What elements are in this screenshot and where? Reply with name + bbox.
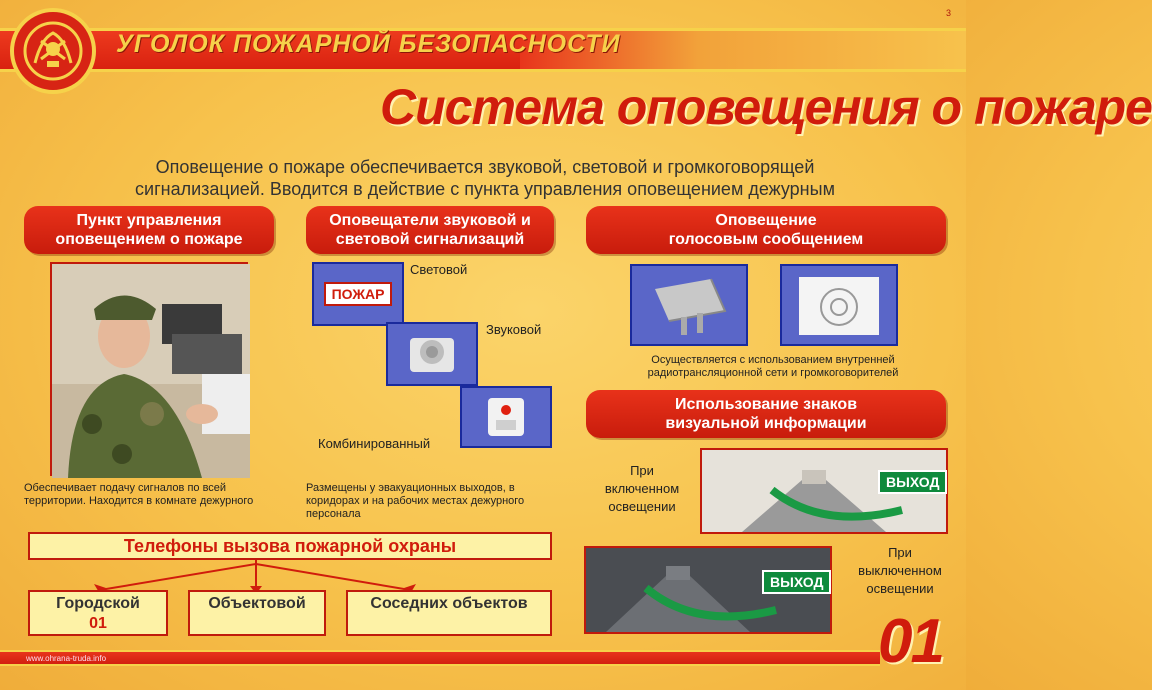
control-point-heading: Пункт управления оповещением о пожаре — [24, 206, 274, 254]
footer-band — [0, 650, 880, 666]
big-number: 01 — [878, 607, 943, 676]
intro-text: Оповещение о пожаре обеспечивается звуковой, световой и громкоговорящей сигнализацией. Вводится в действие с пункта управления оповещением дежурным — [135, 157, 835, 199]
voice-caption: Осуществляется с использованием внутренней радиотрансляционной сети и громкоговорителей — [647, 354, 899, 379]
visual-signs-heading: Использование знаков визуальной информации — [586, 390, 946, 438]
sound-annunciator-card — [386, 322, 478, 386]
wall-speaker-card — [780, 264, 898, 346]
city-phone-number: 01 — [89, 615, 107, 632]
light-annunciator-card — [312, 262, 404, 326]
combined-label: Комбинированный — [318, 436, 431, 451]
signal-devices-caption: Размещены у эвакуационных выходов, в коридорах и на рабочих местах дежурного персонала — [306, 482, 525, 520]
duty-officer-photo — [50, 262, 248, 476]
main-title: Система оповещения о пожаре — [380, 79, 1152, 135]
horn-speaker-icon — [641, 271, 737, 339]
corridor-dark-photo — [584, 546, 832, 634]
city-phone-box: Городской 01 — [28, 590, 168, 636]
lights-on-label: При включенном освещении — [604, 463, 680, 514]
exit-sign-lit: ВЫХОД — [878, 470, 947, 494]
fire-emblem-logo — [10, 8, 96, 94]
exit-sign-dark: ВЫХОД — [762, 570, 831, 594]
combined-alarm-icon — [478, 394, 534, 440]
control-point-caption: Обеспечивает подачу сигналов по всей территории. Находится в комнате дежурного — [24, 482, 254, 507]
neighbor-phone-box: Соседних объектов — [346, 590, 552, 636]
light-label: Световой — [410, 262, 468, 277]
voice-heading: Оповещение голосовым сообщением — [586, 206, 946, 254]
header-title: УГОЛОК ПОЖАРНОЙ БЕЗОПАСНОСТИ — [116, 30, 621, 58]
signal-devices-heading: Оповещатели звуковой и световой сигнализаций — [306, 206, 554, 254]
horn-speaker-card — [630, 264, 748, 346]
wall-speaker-icon — [791, 271, 887, 339]
object-phone-box: Объектовой — [188, 590, 326, 636]
sound-label: Звуковой — [486, 322, 542, 337]
lights-off-label: При выключенном освещении — [858, 545, 942, 596]
siren-icon — [404, 332, 460, 376]
phones-title: Телефоны вызова пожарной охраны — [28, 532, 552, 560]
footer-site: www.ohrana-truda.info — [26, 654, 107, 663]
combined-annunciator-card — [460, 386, 552, 448]
fire-sign: ПОЖАР — [324, 282, 393, 306]
corridor-lit-photo — [700, 448, 948, 534]
page-number: 3 — [946, 8, 952, 18]
